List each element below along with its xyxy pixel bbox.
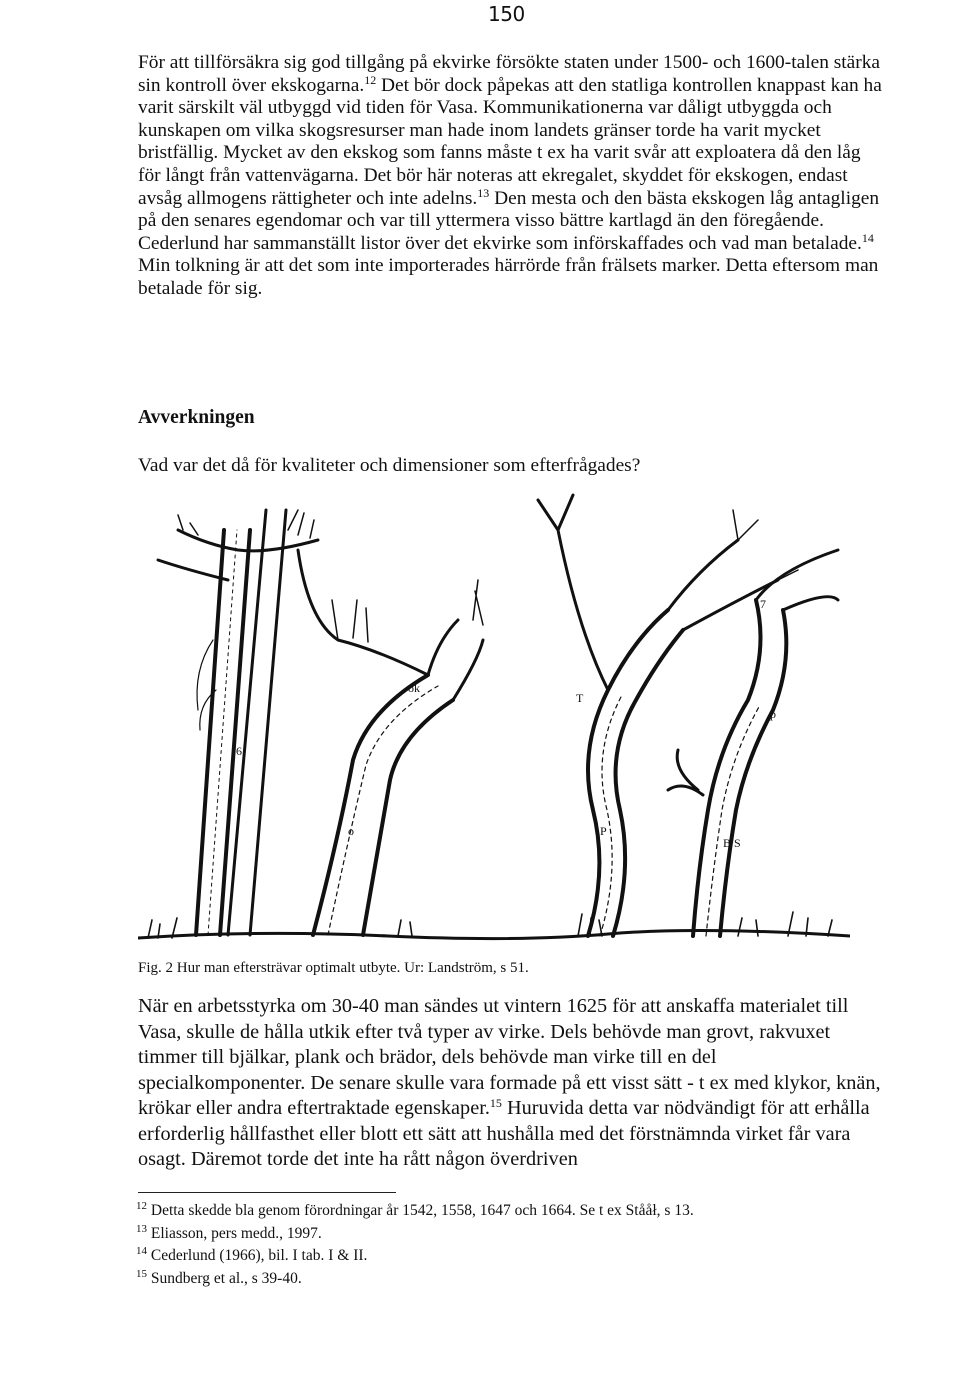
section-heading: Avverkningen (138, 407, 255, 428)
footnote-item (136, 1200, 694, 1223)
tree-1 (158, 510, 318, 935)
figure-label-7: 7 (760, 597, 766, 611)
footnote-text: Sundberg et al., s 39-40. (147, 1269, 302, 1287)
text-run: Min tolkning är att det som inte importerades härrörde från frälsets marker. Detta eftersom man betalade för sig. (138, 255, 879, 299)
page-number: 150 (488, 2, 525, 26)
footnote-number: 14 (136, 1245, 147, 1257)
footnote-item (136, 1223, 694, 1246)
text-run: För att tillförsäkra sig god tillgång på ekvirke försökte staten under 1500- och 1600-talen stärka sin kontroll över ekskogarna. (138, 52, 881, 96)
tree-3 (538, 495, 798, 936)
figure-label-b: 6 (236, 744, 242, 758)
text-run: När en arbetsstyrka om 30-40 man sändes ut vintern 1625 för att anskaffa materialet till Vasa, skulle de hålla utkik efter två typer av virke. Dels behövde man grovt, rakvuxet timmer till bjälkar, plank och brädor, dels behövde man virke till en del specialkomponenter. De senare skulle vara formade på ett visst sätt - t ex med klykor, knän, krökar eller andra eftertraktade egenskaper. (138, 995, 881, 1119)
footnote-ref: 13 (477, 185, 490, 200)
figure-caption: Fig. 2 Hur man eftersträvar optimalt utbyte. Ur: Landström, s 51. (138, 960, 529, 976)
ground-line (138, 930, 850, 938)
figure-label-o: o (348, 824, 354, 838)
body-paragraph-2 (138, 994, 888, 1173)
footnotes (136, 1200, 694, 1290)
footnote-number: 12 (136, 1200, 147, 1212)
footnote-ref: 15 (489, 1096, 502, 1110)
figure-label-p2: p (770, 707, 776, 721)
tree-2 (298, 550, 483, 935)
footnote-ref: 14 (861, 230, 874, 245)
footnote-separator (138, 1192, 396, 1193)
footnote-number: 13 (136, 1222, 147, 1235)
figure-label-p1: P (600, 824, 607, 838)
tree-4 (668, 550, 838, 936)
tree-illustration (138, 490, 850, 950)
footnote-ref: 12 (364, 72, 377, 87)
body-paragraph-1 (138, 52, 883, 301)
footnote-item (136, 1245, 694, 1268)
figure-label-ok: ök (408, 681, 420, 695)
text-run: Det bör dock påpekas att den statliga kontrollen knappast kan ha varit särskilt väl utbyggd vid tiden för Vasa. Kommunikationerna var dåligt utbyggda och kunskapen om vilka skogsresurser man hade inom landets gränser torde ha varit mycket bristfällig. Mycket av den ekskog som fanns måste t ex ha varit svår att exploatera då den låg för långt från vattenvägarna. Det bör här noteras att ekregalet, skyddet för ekskogen, endast avsåg allmogens rättigheter och inte adelns. (138, 74, 882, 209)
footnote-text: Eliasson, pers medd., 1997. (147, 1224, 322, 1242)
figure-label-bs: B S (723, 836, 741, 850)
footnote-text: Cederlund (1966), bil. I tab. I & II. (147, 1247, 368, 1264)
footnote-text: Detta skedde bla genom förordningar år 1542, 1558, 1647 och 1664. Se t ex Stååł, s 13. (147, 1202, 694, 1219)
text-run: Den mesta och den bästa ekskogen låg antagligen på den senares egendomar och var till yttermera visso bättre kartlagd än den föregående. Cederlund har sammanställt listor över det ekvirke som införskaffades och vad man betalade. (138, 187, 880, 254)
section-question: Vad var det då för kvaliteter och dimensioner som efterfrågades? (138, 455, 641, 476)
figure-label-t: T (576, 691, 584, 705)
footnote-number: 15 (136, 1267, 147, 1280)
text-run: Huruvida detta var nödvändigt för att erhålla erforderlig hållfasthet eller blott ett sätt att hushålla med det förstnämnda virket får vara osagt. Däremot torde det inte ha rått någon överdriven (138, 1097, 870, 1170)
footnote-item (136, 1268, 694, 1291)
